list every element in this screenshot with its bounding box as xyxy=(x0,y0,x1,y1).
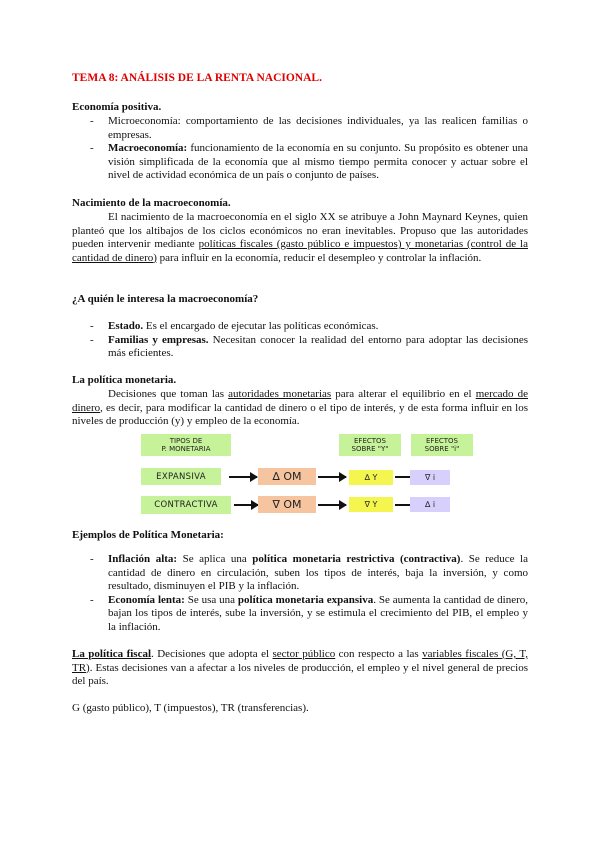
arrow-expansiva-1 xyxy=(229,476,257,478)
list-item-familias xyxy=(72,334,528,361)
list-item-inflacion xyxy=(72,553,528,594)
header-tipos-line2: P. MONETARIA xyxy=(161,445,211,453)
inflacion-text-2: . Se reduce la cantidad de dinero en circulación, suben los tipos de interés, baja la inversión, y como resultado, disminuyen el PIB y la inflación. xyxy=(108,553,528,592)
monetaria-text-1: Decisiones que toman las xyxy=(108,388,229,400)
nacimiento-underlined: políticas fiscales (gasto público e impuestos) y monetarias (control de la cantidad de dinero) xyxy=(72,238,528,264)
micro-text: Microeconomía: comportamiento de las decisiones individuales, ya las realicen familias o empresas. xyxy=(108,115,528,141)
list-item-microeconomia xyxy=(72,115,528,142)
box-y-down: ∇ Y xyxy=(349,497,393,512)
monetary-policy-diagram xyxy=(72,434,528,519)
fiscal-text-1: . Decisiones que adopta el xyxy=(151,648,273,660)
box-om-up: ∆ OM xyxy=(258,468,316,485)
fiscal-text-3: . Estas decisiones van a afectar a los niveles de producción, el empleo y el nivel general de precios del país. xyxy=(72,661,528,687)
lenta-text-2: . Se aumenta la cantidad de dinero, bajan los tipos de interés, sube la inversión, y se estimula el crecimiento del PIB, el empleo y la inflación. xyxy=(108,593,528,633)
header-efectos-y xyxy=(339,434,401,456)
heading-a-quien: ¿A quién le interesa la macroeconomía? xyxy=(72,293,259,305)
page-title: TEMA 8: ANÁLISIS DE LA RENTA NACIONAL. xyxy=(72,72,322,84)
list-item-macroeconomia xyxy=(72,142,528,183)
fiscal-underlined-1: sector público xyxy=(272,648,336,660)
box-om-down: ∇ OM xyxy=(258,496,316,513)
box-contractiva: CONTRACTIVA xyxy=(141,496,231,514)
list-item-economia-lenta xyxy=(72,594,528,635)
lenta-text-1: Se usa una xyxy=(184,593,238,606)
heading-economia-positiva: Economía positiva. xyxy=(72,101,162,113)
box-i-down: ∇ i xyxy=(410,470,450,485)
monetaria-underlined-2: mercado de dinero xyxy=(72,388,529,414)
heading-ejemplos: Ejemplos de Política Monetaria: xyxy=(72,529,224,541)
nacimiento-text-a: El nacimiento de la macroeconomía en el siglo XX se atribuye a John Maynard Keynes, quien planteó que los altibajos de los ciclos económicos no eran inevitables. Propuso que las autoridades pueden intervenir mediante xyxy=(72,211,528,250)
box-expansiva: EXPANSIVA xyxy=(141,468,221,485)
paragraph-politica-fiscal xyxy=(72,648,528,689)
list-ejemplos xyxy=(72,553,528,634)
monetaria-text-3: , es decir, para modificar la cantidad de dinero o el tipo de interés, y de esta forma influir en los niveles de producción (y) y empleo de la economía. xyxy=(72,401,528,427)
inflacion-bold: política monetaria restrictiva (contractiva) xyxy=(252,553,461,565)
list-item-estado xyxy=(72,320,528,334)
estado-label: Estado. xyxy=(108,320,144,332)
list-economia-positiva xyxy=(72,115,528,183)
arrow-expansiva-2 xyxy=(318,476,346,478)
header-tipos-line1: TIPOS DE xyxy=(169,437,203,445)
fiscal-underlined-2: variables fiscales (G, T, TR) xyxy=(72,648,528,674)
lenta-bold: política monetaria expansiva xyxy=(237,593,374,606)
familias-label: Familias y empresas. xyxy=(108,333,209,346)
list-a-quien xyxy=(72,320,528,361)
header-efectos-i xyxy=(411,434,473,456)
heading-nacimiento: Nacimiento de la macroeconomía. xyxy=(72,197,231,209)
familias-text: Necesitan conocer la realidad del entorno para adoptar las decisiones más eficientes. xyxy=(108,333,529,359)
header-y-line2: SOBRE "Y" xyxy=(351,445,389,453)
header-i-line2: SOBRE "i" xyxy=(424,445,460,453)
macro-text: funcionamiento de la economía en su conjunto. Su propósito es obtener una visión simplificada de la economía que al mismo tiempo permita conocer y actuar sobre el nivel de actividad económica de un país o conjunto de países. xyxy=(108,142,528,181)
fiscal-text-2: con respecto a las xyxy=(335,648,423,660)
inflacion-label: Inflación alta: xyxy=(108,553,178,565)
estado-text: Es el encargado de ejecutar las políticas económicas. xyxy=(143,320,379,332)
arrow-contractiva-1 xyxy=(234,504,258,506)
header-tipos xyxy=(141,434,231,456)
header-y-line1: EFECTOS xyxy=(354,437,386,445)
monetaria-underlined-1: autoridades monetarias xyxy=(228,388,332,400)
heading-politica-monetaria: La política monetaria. xyxy=(72,374,177,386)
monetaria-text-2: para alterar el equilibrio en el xyxy=(331,388,476,400)
box-i-up: ∆ i xyxy=(410,497,450,512)
fiscal-variables-legend: G (gasto público), T (impuestos), TR (transferencias). xyxy=(72,702,309,714)
box-y-up: ∆ Y xyxy=(349,470,393,485)
lenta-label: Economía lenta: xyxy=(108,593,185,606)
fiscal-label: La política fiscal xyxy=(72,648,152,660)
inflacion-text-1: Se aplica una xyxy=(177,553,253,565)
macro-label: Macroeconomía: xyxy=(108,142,188,154)
paragraph-politica-monetaria xyxy=(72,388,528,429)
paragraph-nacimiento xyxy=(72,211,528,265)
arrow-contractiva-2 xyxy=(318,504,346,506)
header-i-line1: EFECTOS xyxy=(426,437,458,445)
nacimiento-text-b: para influir en la economía, reducir el desempleo y controlar la inflación. xyxy=(156,251,482,264)
